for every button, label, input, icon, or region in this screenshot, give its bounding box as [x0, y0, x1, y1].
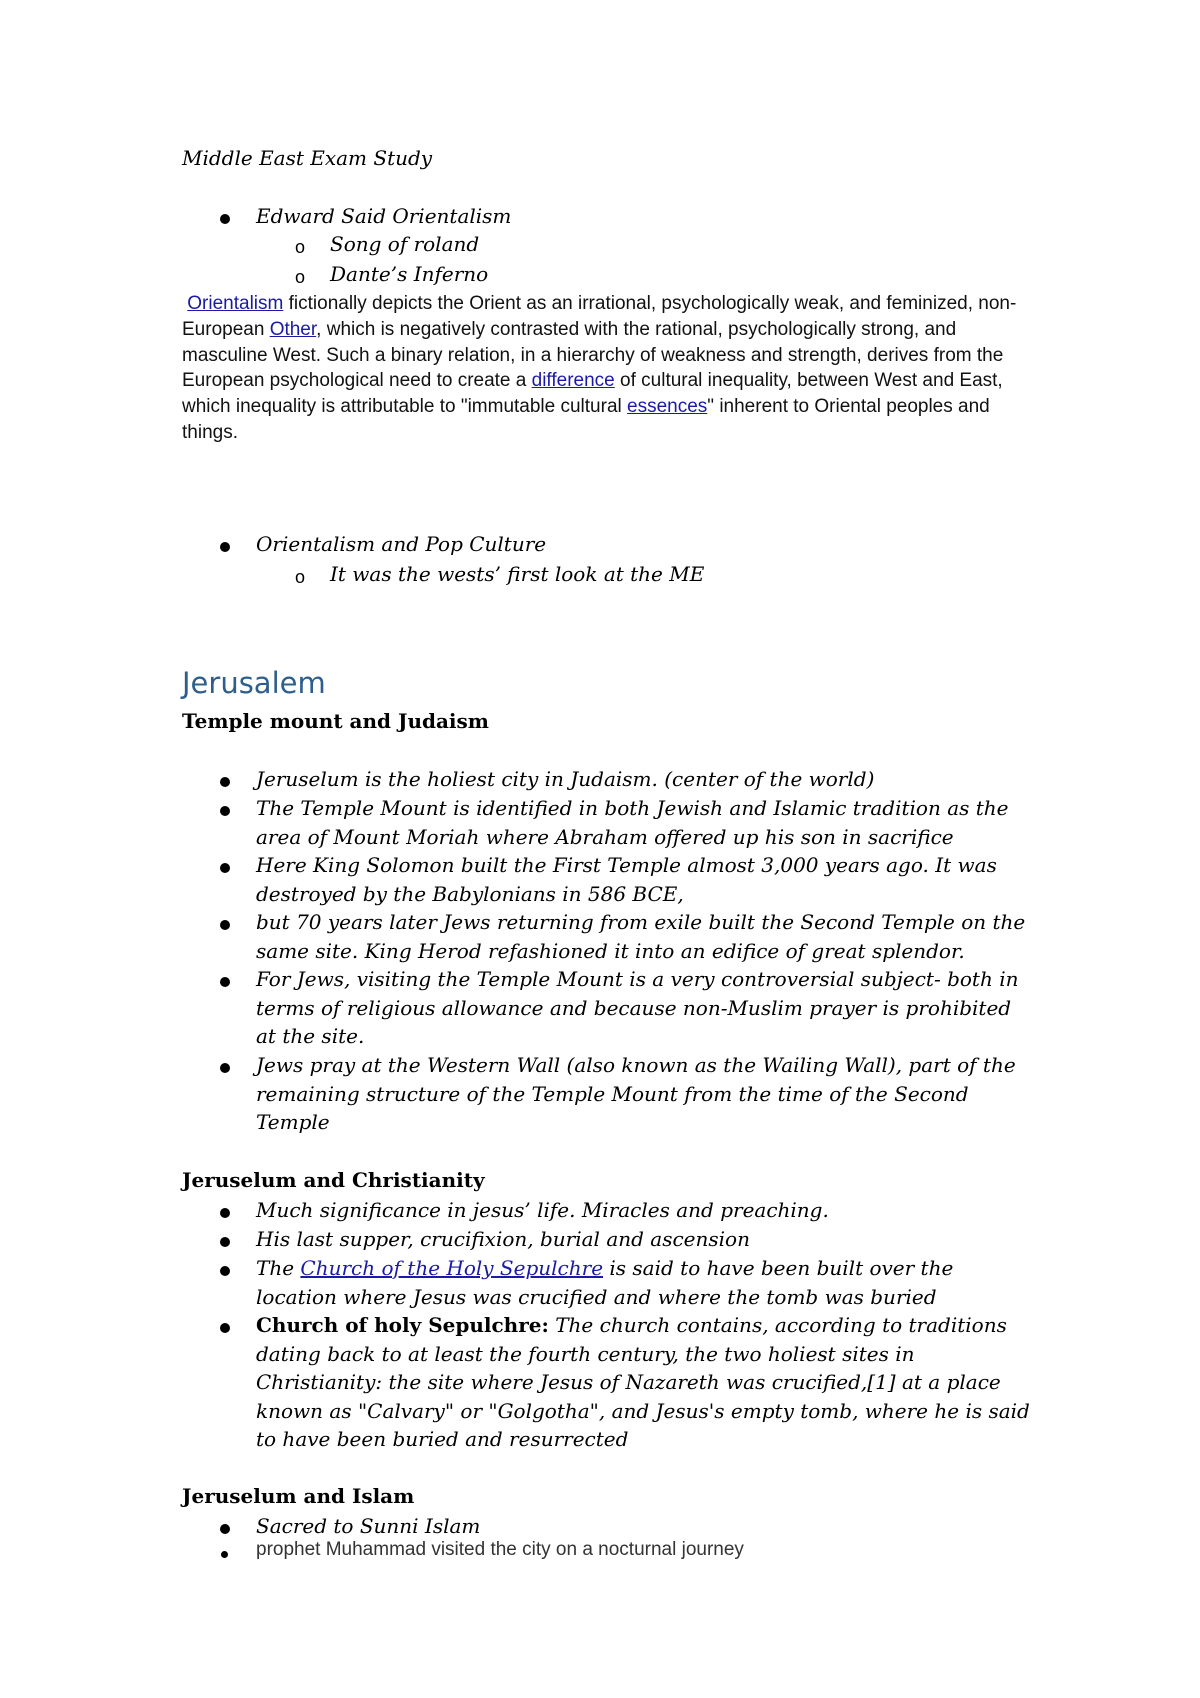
bullet-icon — [220, 1208, 230, 1218]
sub-list-item: Song of roland — [330, 232, 480, 256]
bullet-icon — [220, 977, 230, 987]
list-item: Here King Solomon built the First Temple almost 3,000 years ago. It was destroyed by the Babylonians in 586 BCE, — [256, 853, 997, 906]
item-bold-label: Church of holy Sepulchre: — [256, 1313, 549, 1337]
link-other[interactable]: Other — [269, 318, 317, 340]
heading-christianity: Jeruselum and Christianity — [182, 1168, 485, 1192]
bullet-icon — [220, 1266, 230, 1276]
link-orientalism[interactable]: Orientalism — [187, 293, 284, 314]
orientalism-paragraph — [182, 291, 1042, 446]
heading-islam: Jeruselum and Islam — [182, 1484, 415, 1508]
paragraph-text: fictionally depicts the Orient as an irrational, psychologically weak, and feminized, non-European — [182, 293, 1017, 340]
list-item: Sacred to Sunni Islam — [256, 1514, 481, 1538]
bullet-icon — [220, 920, 230, 930]
bullet-icon — [220, 1323, 230, 1333]
bullet-icon — [221, 1551, 228, 1558]
sub-list-item: It was the wests’ first look at the ME — [330, 562, 705, 586]
list-item: Orientalism and Pop Culture — [256, 532, 547, 556]
list-item: Much significance in jesus’ life. Miracles and preaching. — [256, 1198, 829, 1222]
circle-bullet-icon: o — [295, 567, 306, 587]
item-text: is said to have been built over the location where Jesus was crucified and where the tomb was buried — [256, 1256, 954, 1309]
document-title: Middle East Exam Study — [182, 146, 433, 170]
bullet-icon — [220, 1063, 230, 1073]
list-item: For Jews, visiting the Temple Mount is a very controversial subject- both in terms of religious allowance and because non-Muslim prayer is prohibited at the site. — [256, 967, 1019, 1048]
list-item — [256, 1311, 1036, 1454]
link-essences[interactable]: essences — [627, 396, 708, 418]
link-difference[interactable]: difference — [531, 370, 615, 392]
paragraph-text: , which is negatively contrasted with the rational, psychologically strong, and masculine West. Such a binary relation, in a hierarchy of weakness and strength, derives from the European psychological need to create a — [182, 318, 1004, 392]
bullet-icon — [220, 214, 230, 224]
paragraph-text: " inherent to Oriental peoples and things. — [182, 396, 990, 443]
list-item: Jews pray at the Western Wall (also known as the Wailing Wall), part of the remaining structure of the Temple Mount from the time of the Second Temple — [256, 1053, 1016, 1134]
list-item: The Temple Mount is identified in both Jewish and Islamic tradition as the area of Mount Moriah where Abraham offered up his son in sacrifice — [256, 796, 1009, 849]
bullet-icon — [220, 777, 230, 787]
circle-bullet-icon: o — [295, 237, 306, 257]
heading-temple-mount: Temple mount and Judaism — [182, 709, 489, 733]
circle-bullet-icon: o — [295, 267, 306, 287]
item-text: The church contains, according to traditions dating back to at least the fourth century, the two holiest sites in Christianity: the site where Jesus of Nazareth was crucified,[1] at a place known as "Calvary" or "Golgotha", and Jesus's empty tomb, where he is said to have been buried and resurrected — [256, 1313, 1030, 1451]
list-item: Jeruselum is the holiest city in Judaism. (center of the world) — [256, 767, 875, 791]
bullet-icon — [220, 1524, 230, 1534]
list-item: His last supper, crucifixion, burial and ascension — [256, 1227, 750, 1251]
bullet-icon — [220, 863, 230, 873]
list-item: prophet Muhammad visited the city on a nocturnal journey — [256, 1539, 744, 1560]
heading-jerusalem: Jerusalem — [182, 666, 326, 700]
bullet-icon — [220, 806, 230, 816]
sub-list-item: Dante’s Inferno — [330, 262, 489, 286]
item-text: The — [256, 1256, 301, 1280]
link-church-holy-sepulchre[interactable]: Church of the Holy Sepulchre — [300, 1256, 604, 1280]
list-item: but 70 years later Jews returning from exile built the Second Temple on the same site. King Herod refashioned it into an edifice of great splendor. — [256, 910, 1026, 963]
bullet-icon — [220, 542, 230, 552]
paragraph-text: of cultural inequality, between West and East, which inequality is attributable to "immutable cultural — [182, 370, 1003, 418]
list-item — [256, 1254, 1036, 1311]
list-item: Edward Said Orientalism — [256, 204, 512, 228]
bullet-icon — [220, 1237, 230, 1247]
